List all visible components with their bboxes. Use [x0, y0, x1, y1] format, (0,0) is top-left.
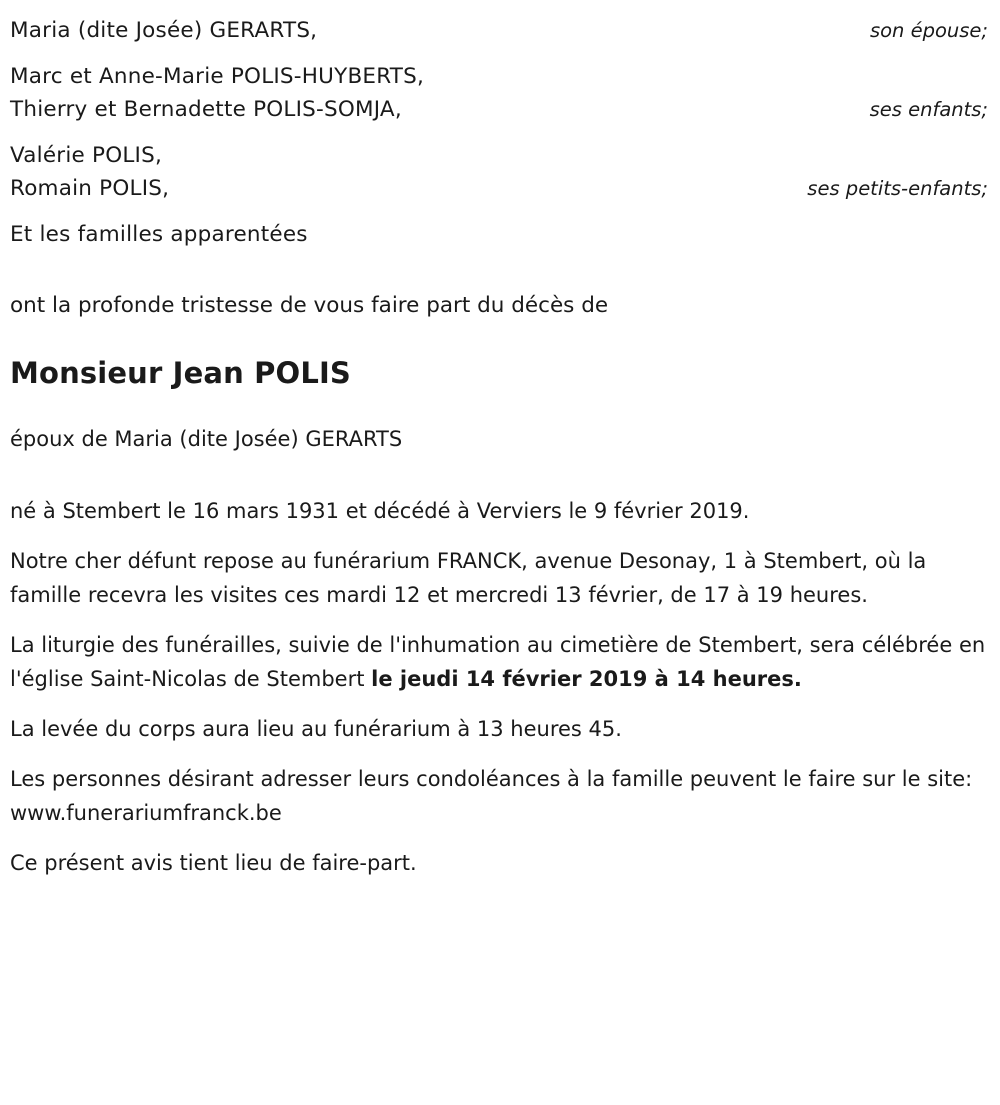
names-list-spouse: [10, 14, 990, 48]
levee-paragraph: La levée du corps aura lieu au funérarium à 13 heures 45.: [10, 717, 622, 741]
spacer: [10, 206, 990, 218]
family-name-line: Maria (dite Josée) GERARTS,: [10, 18, 318, 43]
relation-label-spouse: son épouse;: [869, 19, 988, 42]
announcement-intro: ont la profonde tristesse de vous faire part du décès de: [10, 293, 609, 318]
liturgy-paragraph: [10, 628, 990, 696]
liturgy-emphasis: le jeudi 14 février 2019 à 14 heures.: [371, 667, 802, 691]
spacer: [10, 830, 990, 846]
condolences-website-link[interactable]: www.funerariumfranck.be: [10, 801, 282, 825]
spacer: [10, 323, 990, 353]
family-name-line: Thierry et Bernadette POLIS-SOMJA,: [10, 97, 402, 122]
spacer: [10, 127, 990, 139]
spacer: [10, 393, 990, 423]
spacer: [10, 456, 990, 494]
relation-label-grandchildren: ses petits-enfants;: [807, 177, 988, 200]
spacer: [10, 696, 990, 712]
repose-paragraph: Notre cher défunt repose au funérarium FRANCK, avenue Desonay, 1 à Stembert, où la famille recevra les visites ces mardi 12 et mercredi 13 février, de 17 à 19 heures.: [10, 549, 927, 607]
family-group-spouse: [10, 14, 990, 48]
family-name-line: Marc et Anne-Marie POLIS-HUYBERTS,: [10, 63, 425, 89]
family-closing-line: Et les familles apparentées: [10, 221, 308, 247]
condolences-text: Les personnes désirant adresser leurs condoléances à la famille peuvent le faire sur le site:: [10, 767, 973, 791]
spacer: [10, 48, 990, 60]
spacer: [10, 612, 990, 628]
family-group-children: [10, 60, 990, 127]
relation-label-children: ses enfants;: [869, 98, 988, 121]
family-group-grandchildren: [10, 139, 990, 206]
spacer: [10, 251, 990, 289]
names-list-children: [10, 60, 990, 127]
liturgy-text: La liturgie des funérailles, suivie de l'inhumation au cimetière de Stembert, sera célébrée en l'église Saint-Nicolas de Stembert: [10, 633, 986, 691]
spouse-of-line: époux de Maria (dite Josée) GERARTS: [10, 426, 403, 451]
family-name-line: Romain POLIS,: [10, 176, 170, 201]
spacer: [10, 528, 990, 544]
spacer: [10, 746, 990, 762]
condolences-paragraph: [10, 762, 990, 830]
family-name-line: Valérie POLIS,: [10, 142, 162, 168]
deceased-name-heading: Monsieur Jean POLIS: [10, 355, 351, 390]
birth-death-line: né à Stembert le 16 mars 1931 et décédé à Verviers le 9 février 2019.: [10, 499, 750, 523]
faire-part-notice: Ce présent avis tient lieu de faire-part.: [10, 851, 417, 875]
